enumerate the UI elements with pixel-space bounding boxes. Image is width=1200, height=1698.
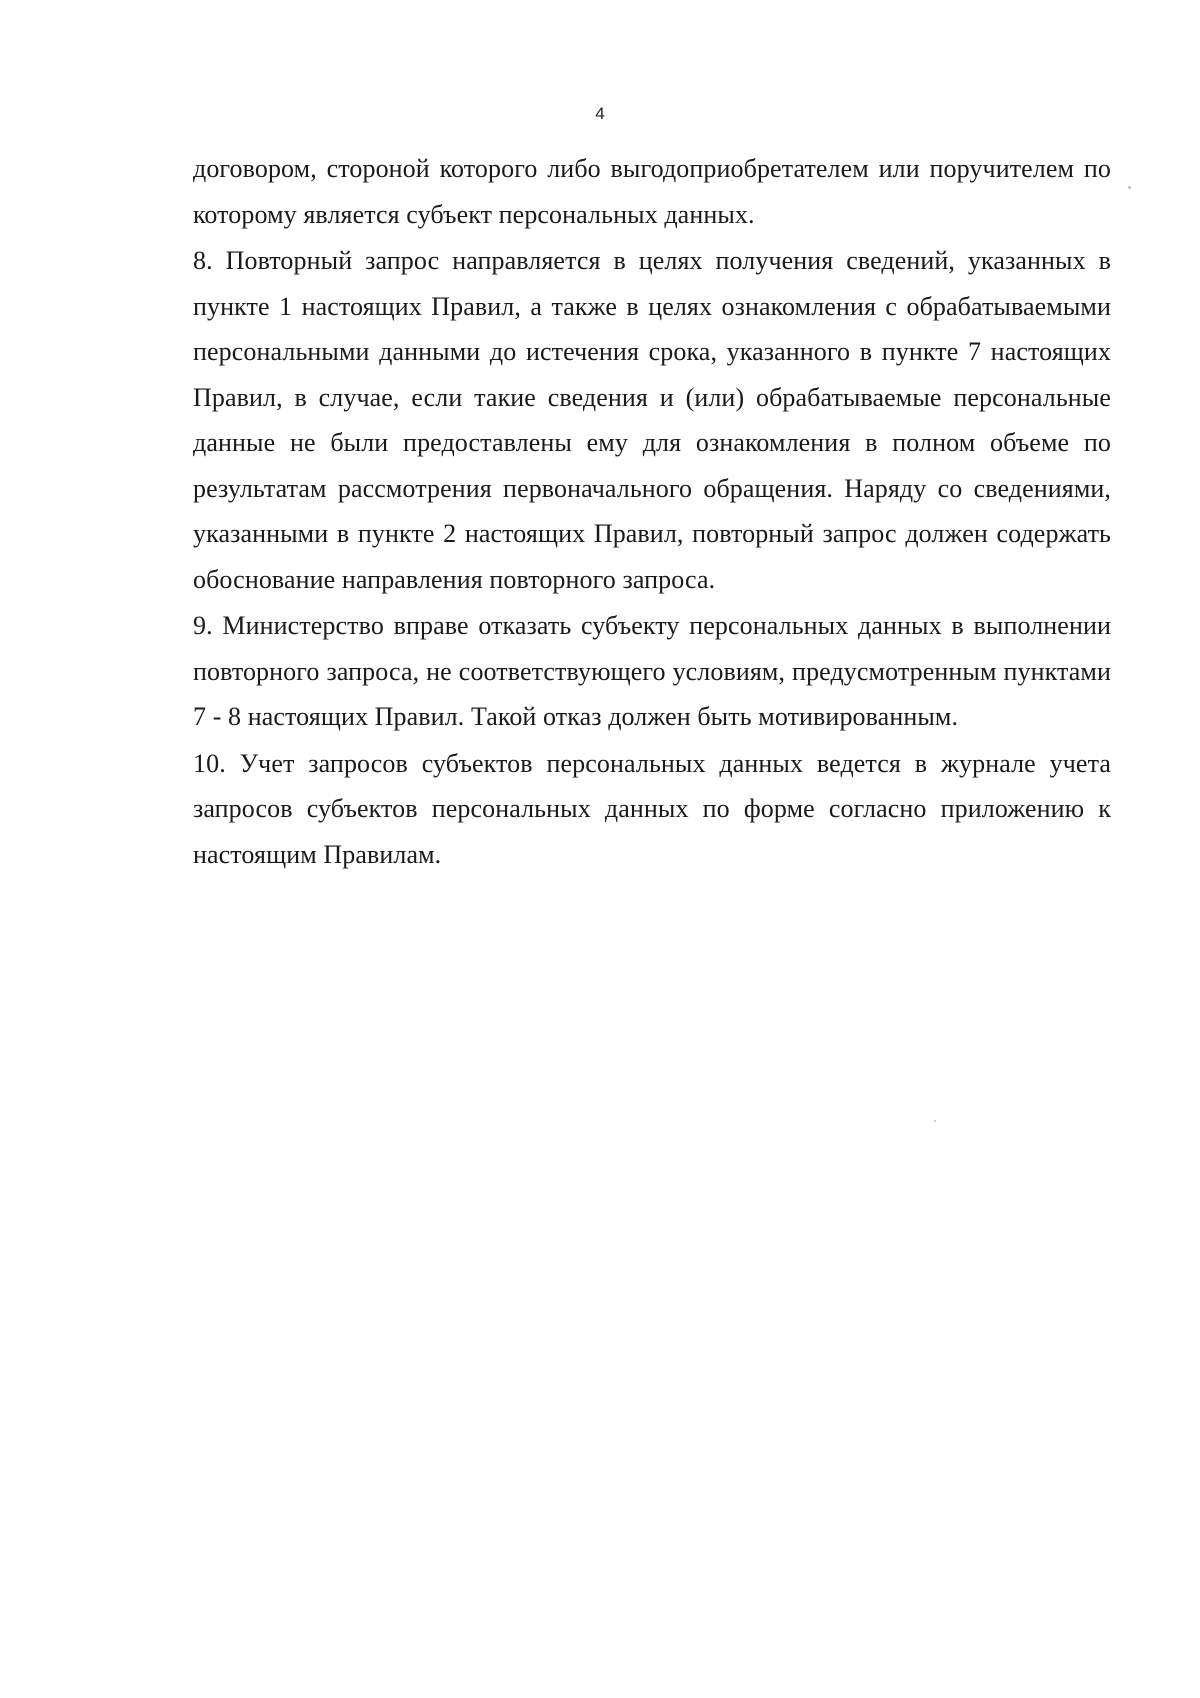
document-body	[193, 146, 1111, 878]
paragraph-8	[193, 238, 1111, 602]
page-number: 4	[595, 104, 605, 123]
paragraph-continuation-text: договором, стороной которого либо выгодоприобретателем или поручителем по которому является субъект персональных данных.	[193, 154, 1111, 229]
paragraph-10-text: 10. Учет запросов субъектов персональных данных ведется в журнале учета запросов субъектов персональных данных по форме согласно приложению к настоящим Правилам.	[193, 748, 1111, 869]
paragraph-8-text: 8. Повторный запрос направляется в целях получения сведений, указанных в пункте 1 настоящих Правил, а также в целях ознакомления с обрабатываемыми персональными данными до истечения срока, указанного в пункте 7 настоящих Правил, в случае, если такие сведения и (или) обрабатываемые персональные данные не были предоставлены ему для ознакомления в полном объеме по результатам рассмотрения первоначального обращения. Наряду со сведениями, указанными в пункте 2 настоящих Правил, повторный запрос должен содержать обоснование направления повторного запроса.	[193, 246, 1111, 594]
paragraph-9-text: 9. Министерство вправе отказать субъекту персональных данных в выполнении повторного запроса, не соответствующего условиям, предусмотренным пунктами 7 - 8 настоящих Правил. Такой отказ должен быть мотивированным.	[193, 611, 1111, 731]
scan-speck	[934, 1120, 936, 1122]
paragraph-10	[193, 741, 1111, 878]
scan-speck	[1128, 186, 1131, 189]
paragraph-continuation	[193, 146, 1111, 237]
paragraph-9	[193, 603, 1111, 740]
